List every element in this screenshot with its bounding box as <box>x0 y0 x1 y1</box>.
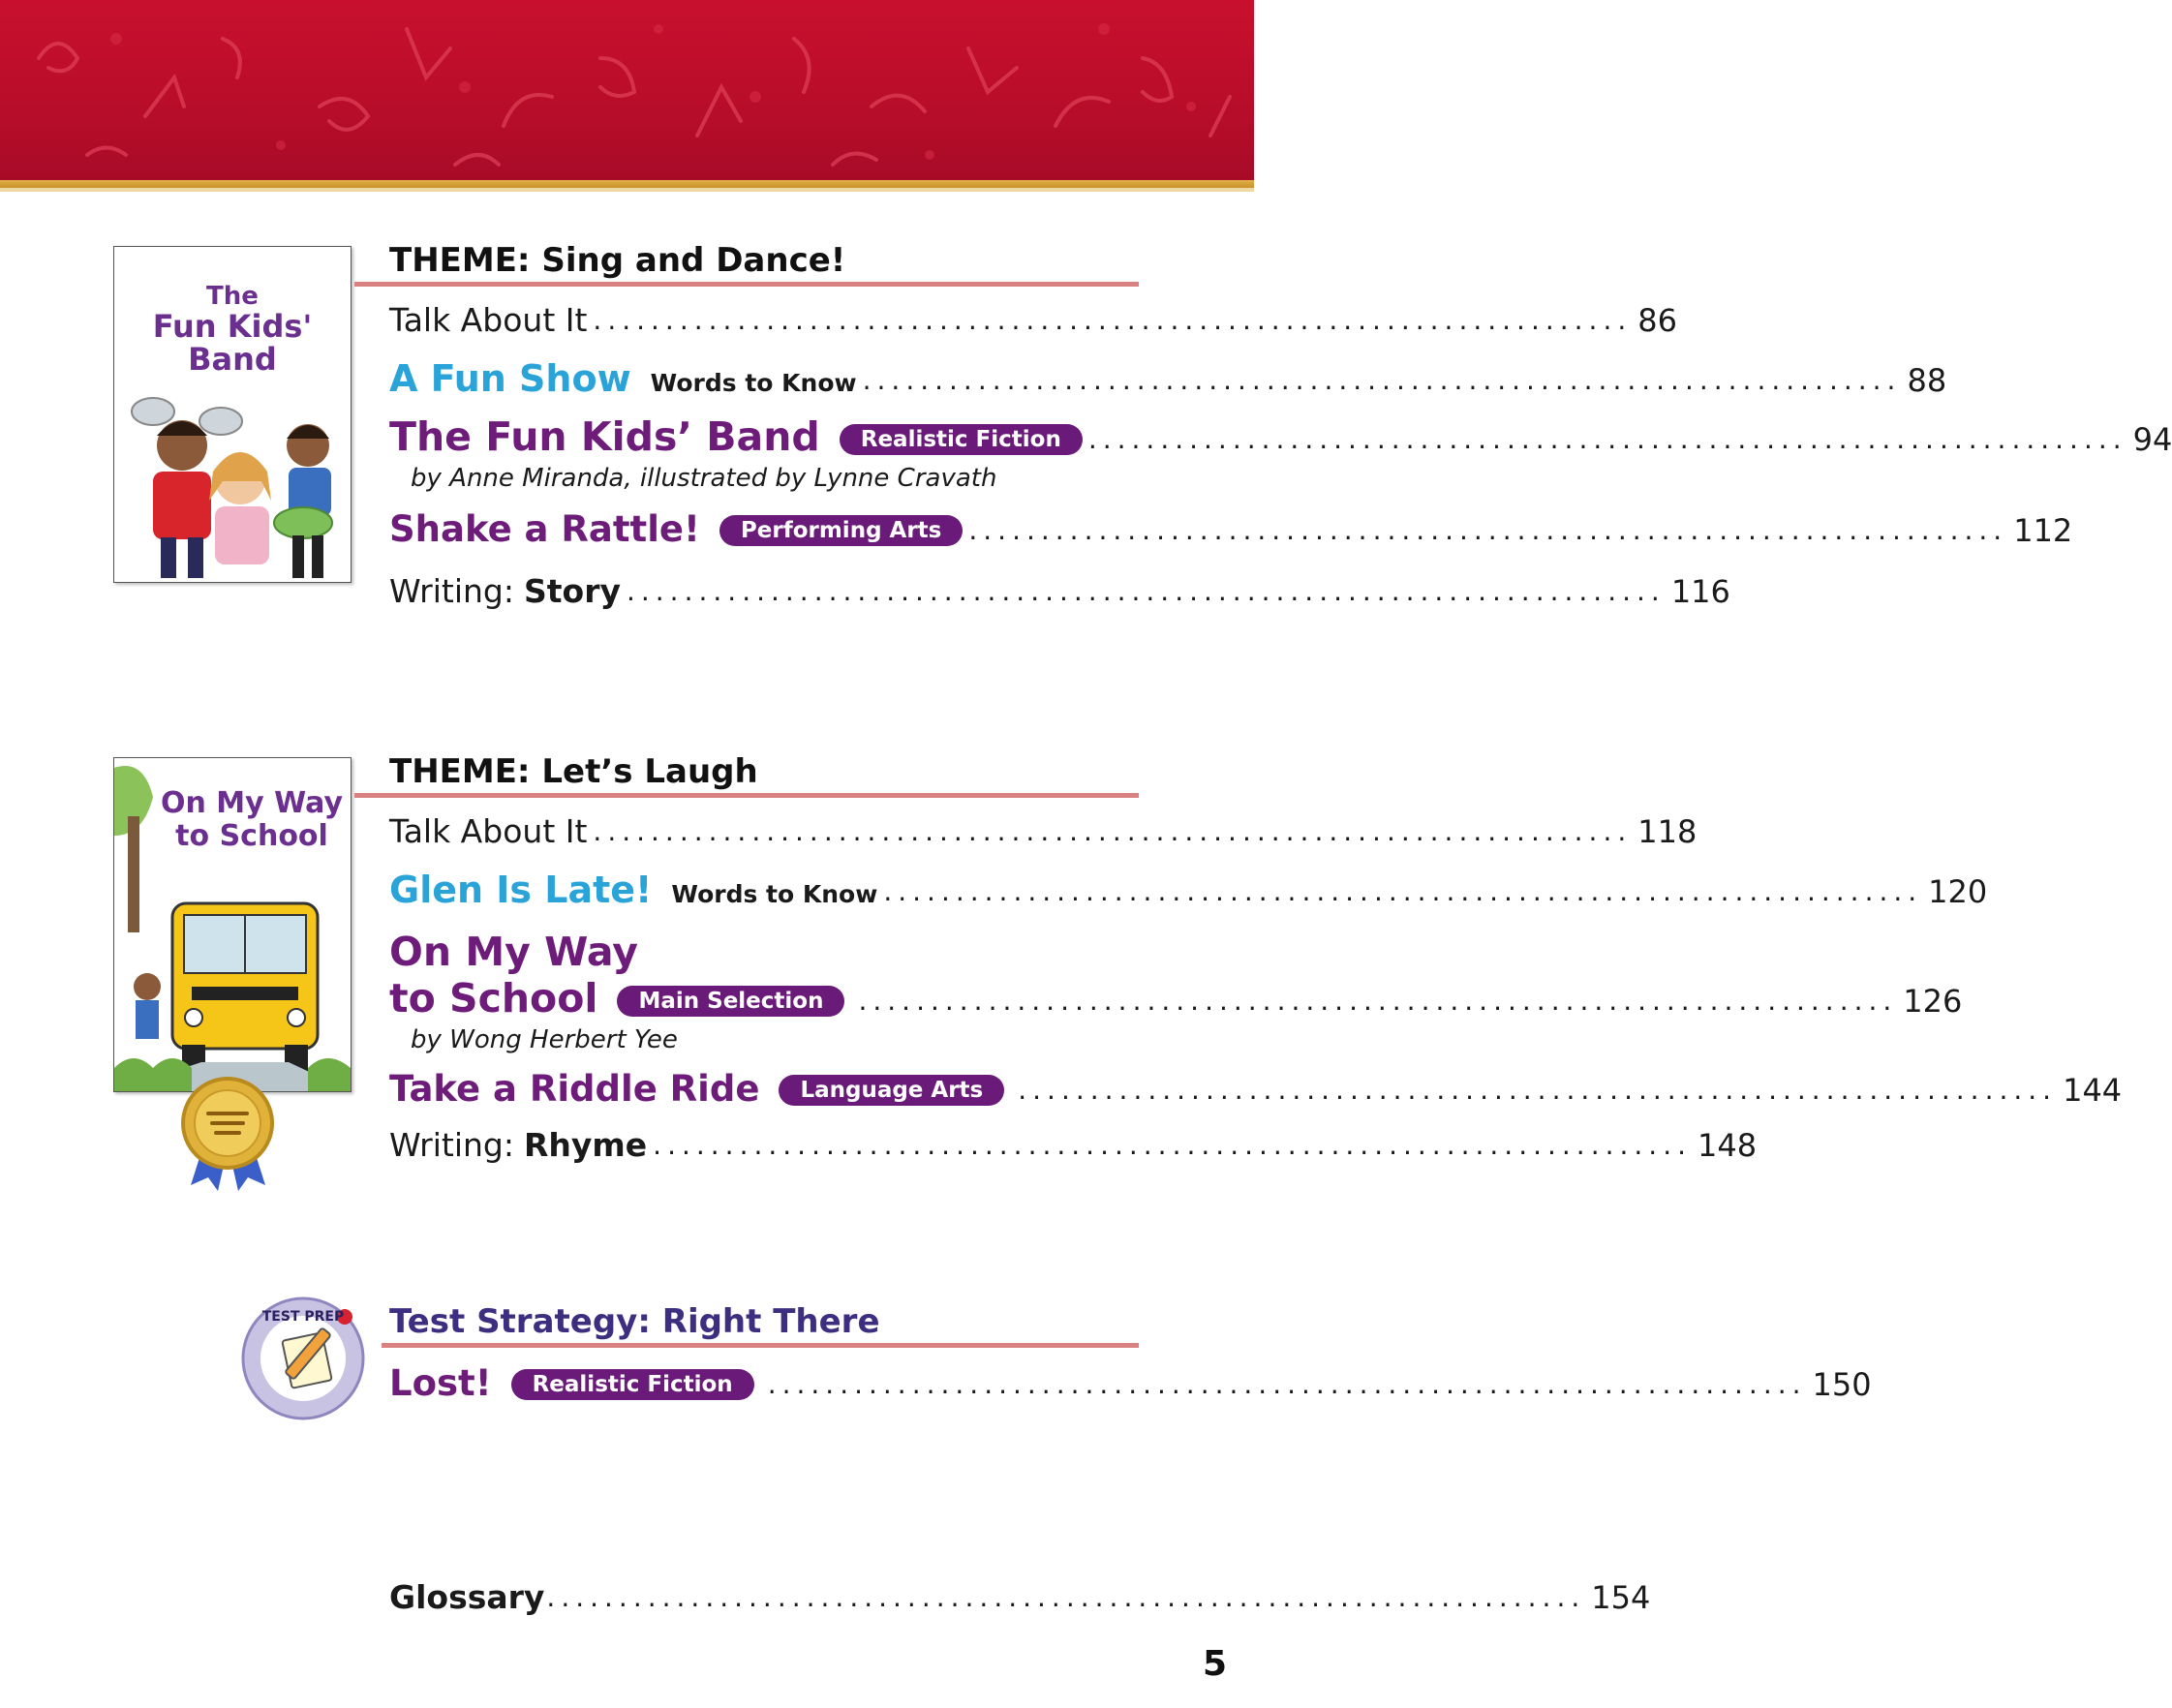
page-number: 118 <box>1637 813 1698 850</box>
test-strategy-section <box>389 1300 1872 1417</box>
leader-dots: ........................................................................ <box>546 1581 1586 1613</box>
school-bus-illustration <box>114 758 351 1091</box>
cover-on-my-way-to-school <box>113 757 352 1092</box>
header-banner <box>0 0 1254 180</box>
words-to-know-label: Words to Know <box>650 369 857 397</box>
toc-entry-glen-is-late[interactable] <box>389 869 1988 911</box>
cover-title-line: to School <box>175 819 328 853</box>
test-prep-label: TEST PREP <box>261 1309 345 1325</box>
leader-dots: ........................................................................ <box>883 875 1923 907</box>
theme-rule <box>354 793 1139 798</box>
entry-title: On My Way <box>389 929 639 975</box>
floral-pattern <box>0 0 1254 180</box>
toc-entry-a-fun-show[interactable] <box>389 357 1947 400</box>
cover-title-line: Fun Kids' <box>152 308 313 345</box>
page-number: 112 <box>2013 512 2073 549</box>
entry-title: Shake a Rattle! <box>389 508 700 550</box>
toc-entry-on-my-way-to-school[interactable] <box>389 975 1963 1022</box>
leader-dots: ........................................................................ <box>1087 423 2127 455</box>
folio-page-number: 5 <box>1202 1644 1227 1684</box>
toc-entry-fun-kids-band[interactable] <box>389 413 2172 460</box>
writing-form: Rhyme <box>523 1126 648 1164</box>
band-kids-illustration <box>114 247 351 582</box>
entry-title: The Fun Kids’ Band <box>389 413 820 460</box>
toc-entry-shake-a-rattle[interactable] <box>389 508 2073 550</box>
toc-entry-talk-about-it[interactable] <box>389 812 1698 850</box>
theme-section-lets-laugh <box>389 750 2123 1196</box>
cover-title-line: Band <box>188 341 277 378</box>
entry-label: Talk About It <box>389 812 588 850</box>
entry-label: Writing: <box>389 572 514 610</box>
byline: by Wong Herbert Yee <box>411 1025 678 1054</box>
theme-rule <box>354 282 1139 287</box>
page-number: 94 <box>2132 421 2172 458</box>
leader-dots: ........................................................................ <box>626 575 1666 607</box>
toc-entry-writing-rhyme[interactable] <box>389 1126 1758 1164</box>
toc-entry-talk-about-it[interactable] <box>389 301 1677 339</box>
writing-form: Story <box>523 572 621 610</box>
page-number: 148 <box>1698 1127 1758 1164</box>
award-seal-icon <box>177 1075 279 1186</box>
toc-entry-title-line-1[interactable] <box>389 929 1139 975</box>
glossary-section <box>389 1578 1651 1627</box>
toc-entry-take-a-riddle-ride[interactable] <box>389 1068 2123 1110</box>
leader-dots: ........................................................................ <box>593 815 1633 847</box>
page-number: 150 <box>1812 1366 1872 1403</box>
page-number: 126 <box>1903 983 1963 1020</box>
page-number: 116 <box>1670 573 1730 610</box>
entry-label: Talk About It <box>389 301 588 339</box>
toc-entry-lost[interactable] <box>389 1362 1872 1404</box>
genre-badge: Realistic Fiction <box>511 1369 754 1400</box>
entry-label: Writing: <box>389 1126 514 1164</box>
entry-label: Glossary <box>389 1578 545 1616</box>
genre-badge: Realistic Fiction <box>840 424 1083 455</box>
leader-dots: ........................................................................ <box>858 985 1898 1017</box>
leader-dots: ........................................................................ <box>968 514 2008 546</box>
cover-title-line: The <box>206 282 259 311</box>
cover-fun-kids-band <box>113 246 352 583</box>
byline: by Anne Miranda, illustrated by Lynne Cravath <box>411 464 997 493</box>
entry-title: Take a Riddle Ride <box>389 1068 760 1110</box>
theme-heading: THEME: Let’s Laugh <box>389 752 758 791</box>
leader-dots: ........................................................................ <box>767 1368 1807 1400</box>
words-to-know-label: Words to Know <box>671 880 878 908</box>
theme-heading: THEME: Sing and Dance! <box>389 241 846 280</box>
banner-gold-rule <box>0 180 1254 188</box>
entry-title: Lost! <box>389 1362 492 1404</box>
toc-entry-writing-story[interactable] <box>389 572 1730 610</box>
test-prep-badge-icon <box>240 1296 366 1421</box>
theme-section-sing-and-dance <box>389 239 2172 626</box>
entry-title: to School <box>389 975 598 1022</box>
leader-dots: ........................................................................ <box>653 1129 1692 1161</box>
entry-title: A Fun Show <box>389 357 631 400</box>
page-number: 144 <box>2063 1072 2123 1109</box>
page-number: 88 <box>1907 362 1947 399</box>
toc-entry-glossary[interactable] <box>389 1578 1651 1616</box>
entry-title: Glen Is Late! <box>389 869 653 911</box>
leader-dots: ........................................................................ <box>593 304 1633 336</box>
leader-dots: ........................................................................ <box>1018 1074 2058 1106</box>
test-strategy-heading: Test Strategy: Right There <box>389 1302 880 1341</box>
genre-badge: Performing Arts <box>719 515 963 546</box>
genre-badge: Main Selection <box>617 986 844 1017</box>
cover-title-line: On My Way <box>160 786 344 820</box>
theme-rule <box>382 1343 1139 1348</box>
page-number: 120 <box>1928 873 1988 910</box>
genre-badge: Language Arts <box>779 1075 1004 1106</box>
banner-light-rule <box>0 188 1254 192</box>
leader-dots: ........................................................................ <box>862 364 1902 396</box>
page-number: 86 <box>1637 302 1677 339</box>
page-number: 154 <box>1591 1579 1651 1616</box>
